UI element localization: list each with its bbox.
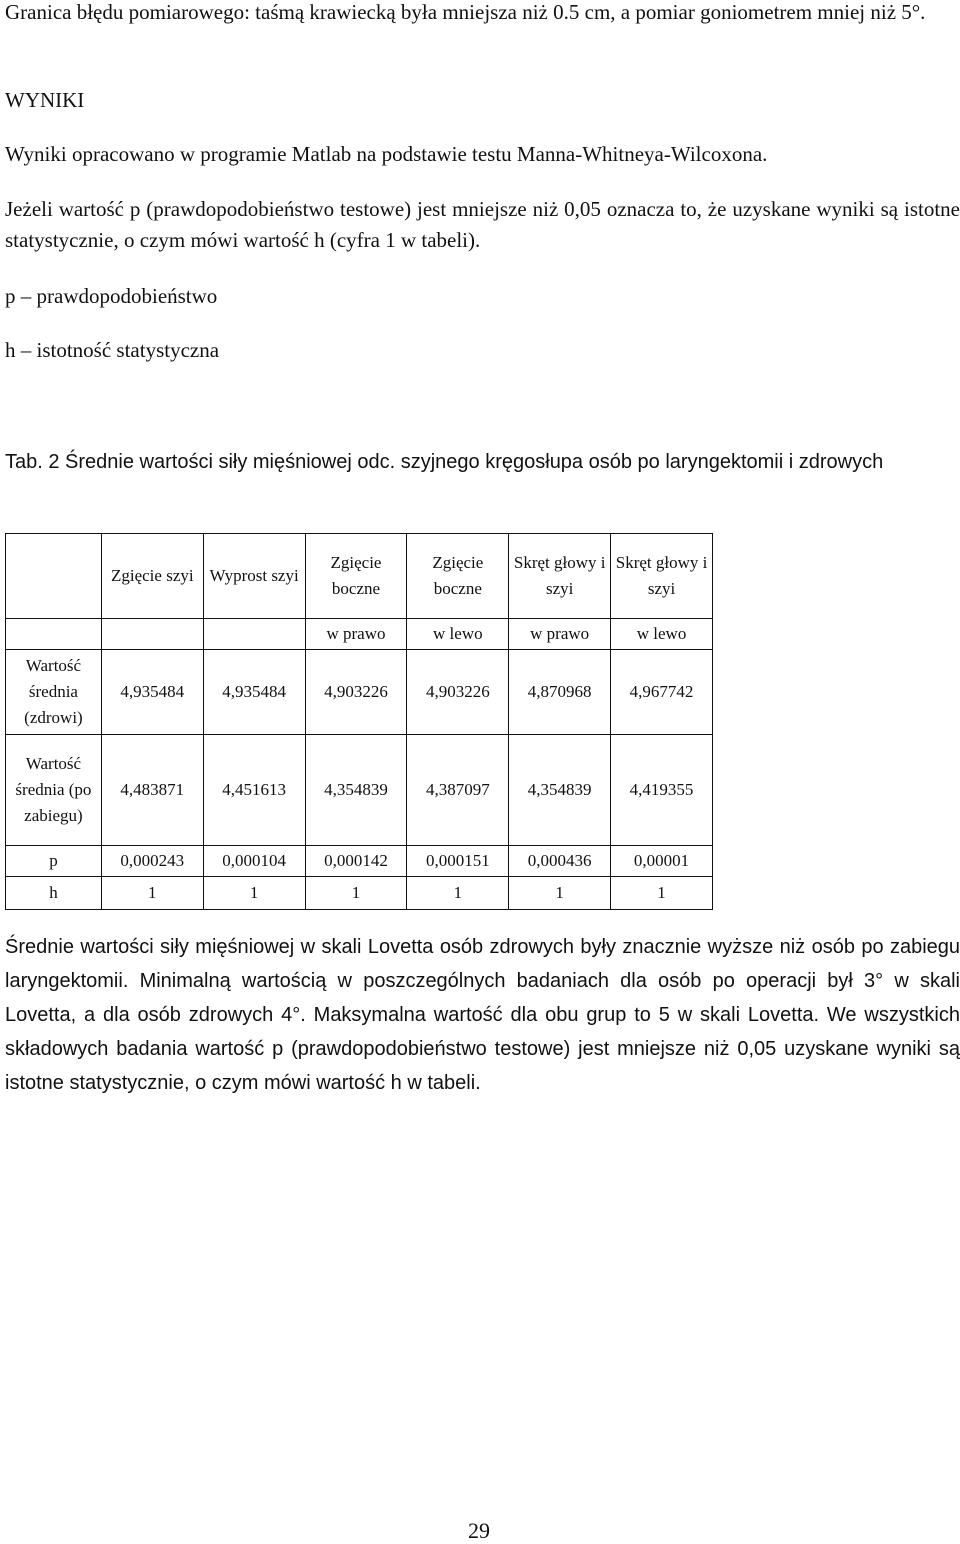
subheader-cell: w prawo: [509, 619, 611, 650]
subheader-cell: w lewo: [611, 619, 713, 650]
table-cell: 4,387097: [407, 735, 509, 846]
h-definition: h – istotność statystyczna: [5, 338, 220, 362]
table-row: [6, 735, 713, 846]
row-label: p: [6, 846, 102, 877]
table-cell: 1: [509, 877, 611, 910]
table-cell: 4,483871: [101, 735, 203, 846]
table-cell: 4,419355: [611, 735, 713, 846]
table-row: [6, 846, 713, 877]
subheader-empty-cell: [6, 619, 102, 650]
header-cell: Skręt głowy i szyi: [509, 534, 611, 619]
table-cell: 4,354839: [509, 735, 611, 846]
table-caption: Tab. 2 Średnie wartości siły mięśniowej odc. szyjnego kręgosłupa osób po laryngektomii i zdrowych: [5, 451, 884, 473]
table-cell: 4,903226: [407, 650, 509, 735]
row-label: h: [6, 877, 102, 910]
table-cell: 1: [203, 877, 305, 910]
table-subheader-row: [6, 619, 713, 650]
subheader-cell: [203, 619, 305, 650]
header-empty-cell: [6, 534, 102, 619]
table-row: [6, 877, 713, 910]
table-cell: 1: [611, 877, 713, 910]
table-cell: 4,451613: [203, 735, 305, 846]
table-cell: 4,870968: [509, 650, 611, 735]
table-cell: 0,000151: [407, 846, 509, 877]
results-heading: WYNIKI: [5, 88, 85, 112]
row-label: Wartość średnia (zdrowi): [6, 650, 102, 735]
table-cell: 4,935484: [203, 650, 305, 735]
header-cell: Zgięcie boczne: [407, 534, 509, 619]
matlab-paragraph: Wyniki opracowano w programie Matlab na podstawie testu Manna-Whitneya-Wilcoxona.: [5, 142, 768, 166]
conclusion-paragraph: Średnie wartości siły mięśniowej w skali Lovetta osób zdrowych były znacznie wyższe niż osób po zabiegu laryngektomii. Minimalną wartością w poszczególnych badaniach dla osób po operacji był 3° w skali Lovetta, a dla osób zdrowych 4°. Maksymalna wartość dla obu grup to 5 w skali Lovetta. We wszystkich składowych badania wartość p (prawdopodobieństwo testowe) jest mniejsze niż 0,05 uzyskane wyniki są istotne statystycznie, o czym mówi wartość h w tabeli.: [5, 936, 960, 1094]
measurement-error-paragraph: Granica błędu pomiarowego: taśmą krawiecką była mniejsza niż 0.5 cm, a pomiar goniometrem mniej niż 5°.: [5, 0, 926, 24]
table-cell: 1: [305, 877, 407, 910]
table-cell: 0,000436: [509, 846, 611, 877]
table-cell: 1: [101, 877, 203, 910]
table-cell: 0,000104: [203, 846, 305, 877]
subheader-cell: w lewo: [407, 619, 509, 650]
table-cell: 0,000243: [101, 846, 203, 877]
table-row: [6, 650, 713, 735]
p-value-paragraph: Jeżeli wartość p (prawdopodobieństwo testowe) jest mniejsze niż 0,05 oznacza to, że uzyskane wyniki są istotne statystycznie, o czym mówi wartość h (cyfra 1 w tabeli).: [5, 197, 960, 252]
table-cell: 4,354839: [305, 735, 407, 846]
subheader-cell: w prawo: [305, 619, 407, 650]
results-table: [5, 533, 713, 910]
subheader-cell: [101, 619, 203, 650]
table-header-row: [6, 534, 713, 619]
table-cell: 4,935484: [101, 650, 203, 735]
table-cell: 0,00001: [611, 846, 713, 877]
table-cell: 4,903226: [305, 650, 407, 735]
row-label: Wartość średnia (po zabiegu): [6, 735, 102, 846]
header-cell: Zgięcie boczne: [305, 534, 407, 619]
p-definition: p – prawdopodobieństwo: [5, 284, 218, 308]
table-cell: 4,967742: [611, 650, 713, 735]
header-cell: Wyprost szyi: [203, 534, 305, 619]
header-cell: Skręt głowy i szyi: [611, 534, 713, 619]
page-number: 29: [468, 1518, 490, 1543]
table-cell: 0,000142: [305, 846, 407, 877]
header-cell: Zgięcie szyi: [101, 534, 203, 619]
table-cell: 1: [407, 877, 509, 910]
